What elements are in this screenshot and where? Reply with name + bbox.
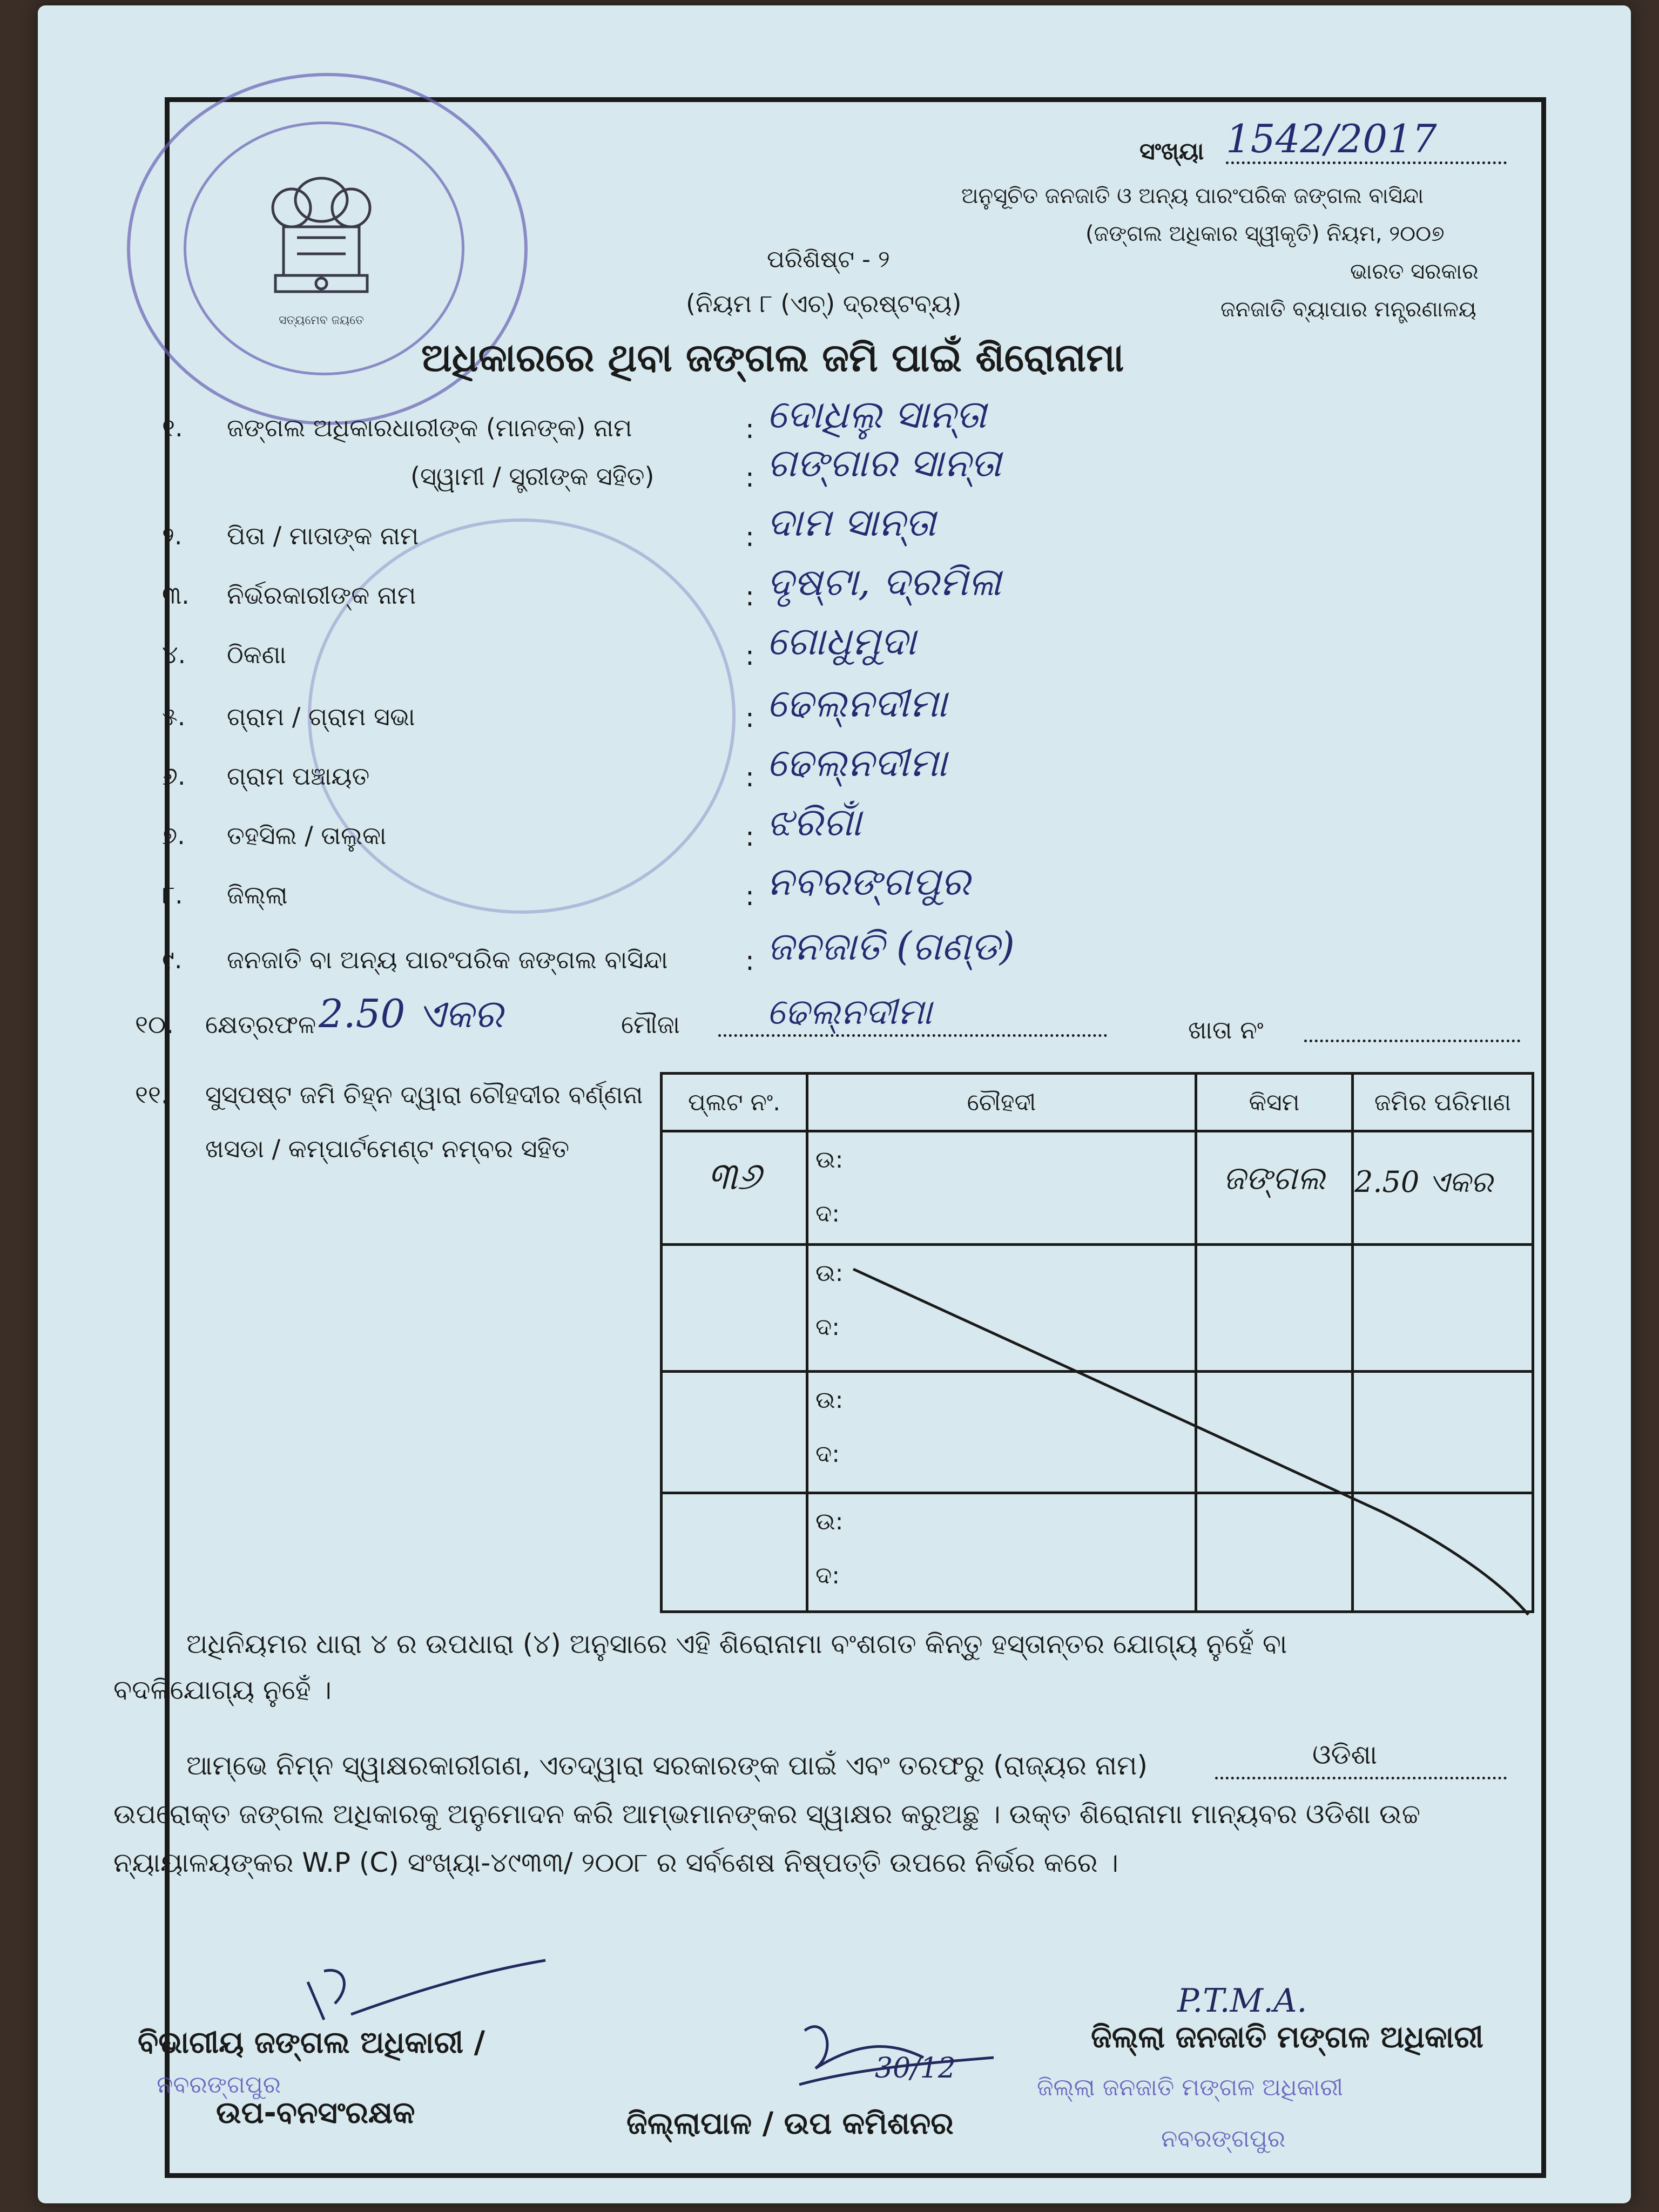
annexure: ପରିଶିଷ୍ଟ - ୨ <box>767 246 890 273</box>
plot-cell: ୩୬ <box>662 1131 807 1245</box>
right-sign: P.T.M.A. <box>1177 1982 1307 2020</box>
field-value: ଝରିଗାଁ <box>767 799 862 845</box>
field-value: ଗୋଧୁମୁଦା <box>767 618 916 664</box>
area-value: 2.50 ଏକର <box>319 991 503 1036</box>
center-date: 30/12 <box>875 2052 956 2085</box>
field-num: ୮. <box>162 880 183 909</box>
boundary-label-2: ଖସଡା / କମ୍ପାର୍ଟମେଣ୍ଟ ନମ୍ବର ସହିତ <box>205 1134 570 1163</box>
field-value: ଦାମ ସାନ୍ତା <box>767 500 936 545</box>
mouza-value: ଢେଲ୍ନଦୀମା <box>767 991 932 1033</box>
north-label: ଉ: <box>815 1508 844 1535</box>
field-num: ୧. <box>162 413 183 442</box>
south-label: ଦ: <box>815 1562 840 1589</box>
paragraph-2b: ଉପରୋକ୍ତ ଜଙ୍ଗଲ ଅଧିକାରକୁ ଅନୁମୋଦନ କରି ଆମ୍ଭମାନଙ୍କର ସ୍ୱାକ୍ଷର କରୁଅଛୁ । ଉକ୍ତ ଶିରୋନାମା ମାନ୍ୟବର ଓଡିଶା ଉଚ୍ଚ <box>113 1798 1420 1830</box>
left-signature <box>302 1955 551 2031</box>
left-signatory-line1: ବିଭାଗୀୟ ଜଙ୍ଗଲ ଅଧିକାରୀ / <box>138 2025 485 2060</box>
header-type: କିସମ <box>1196 1074 1353 1131</box>
south-label: ଦ: <box>815 1313 840 1341</box>
act-line2: (ଜଙ୍ଗଲ ଅଧିକାର ସ୍ୱୀକୃତି) ନିୟମ, ୨୦୦୭ <box>1085 221 1445 246</box>
field-num: ୫. <box>162 702 186 731</box>
left-signatory-line2: ଉପ-ବନସଂରକ୍ଷକ <box>216 2095 415 2130</box>
paragraph-2c: ନ୍ୟାୟାଳୟଙ୍କର W.P (C) ସଂଖ୍ୟା-୪୯୩୩/ ୨୦୦୮ ର ସର୍ବଶେଷ ନିଷ୍ପତ୍ତି ଉପରେ ନିର୍ଭର କରେ । <box>113 1847 1119 1878</box>
field-label: ନିର୍ଭରକାରୀଙ୍କ ନାମ <box>227 581 416 610</box>
south-label: ଦ: <box>815 1200 840 1228</box>
boundary-cell <box>807 1131 1196 1245</box>
boundary-label-1: ସୁସ୍ପଷ୍ଟ ଜମି ଚିହ୍ନ ଦ୍ୱାରା ଚୌହଦୀର ବର୍ଣ୍ଣନା <box>205 1080 643 1109</box>
field-label: ଠିକଣା <box>227 640 286 669</box>
number-label: ସଂଖ୍ୟା <box>1139 138 1204 165</box>
header-boundary: ଚୌହଦୀ <box>807 1074 1196 1131</box>
field-colon: : <box>745 521 754 552</box>
number-value: 1542/2017 <box>1226 116 1507 164</box>
khata-dots <box>1304 1029 1520 1042</box>
field-label: ଜନଜାତି ବା ଅନ୍ୟ ପାରଂପରିକ ଜଙ୍ଗଲ ବାସିନ୍ଦା <box>227 945 668 974</box>
emblem-icon <box>254 162 389 340</box>
act-line1: ଅନୁସୂଚିତ ଜନଜାତି ଓ ଅନ୍ୟ ପାରଂପରିକ ଜଙ୍ଗଲ ବାସିନ୍ଦା <box>961 184 1424 208</box>
field-colon: : <box>745 702 754 733</box>
left-stamp: ନବରଙ୍ଗପୁର <box>157 2071 281 2099</box>
right-stamp-line2: ନବରଙ୍ଗପୁର <box>1161 2125 1286 2153</box>
header-extent: ଜମିର ପରିମାଣ <box>1353 1074 1533 1131</box>
act-line4: ଜନଜାତି ବ୍ୟାପାର ମନ୍ତ୍ରଣାଳୟ <box>1220 297 1476 322</box>
north-label: ଉ: <box>815 1386 844 1414</box>
center-signatory: ଜିଲ୍ଲାପାଳ / ଉପ କମିଶନର <box>626 2106 954 2141</box>
field-label: ତହସିଲ / ତାଲୁକା <box>227 821 387 850</box>
field-value: ଢେଲ୍ନଦୀମା <box>767 680 947 726</box>
mouza-label: ମୌଜା <box>621 1010 680 1039</box>
khata-label: ଖାତା ନଂ <box>1188 1015 1264 1044</box>
plot-cell <box>662 1493 807 1612</box>
field-colon: : <box>745 640 754 671</box>
field-num: ୭. <box>162 821 185 850</box>
field-num: ୪. <box>162 640 186 669</box>
paragraph-2a: ଆମ୍ଭେ ନିମ୍ନ ସ୍ୱାକ୍ଷରକାରୀଗଣ, ଏତଦ୍ୱାରା ସରକାରଙ୍କ ପାଇଁ ଏବଂ ତରଫରୁ (ରାଜ୍ୟର ନାମ) <box>186 1750 1148 1781</box>
field-label: ଗ୍ରାମ / ଗ୍ରାମ ସଭା <box>227 702 415 731</box>
field-colon: : <box>745 462 754 493</box>
field-colon: : <box>745 945 754 976</box>
field-num: ୨. <box>162 521 183 550</box>
area-label: କ୍ଷେତ୍ରଫଳ <box>205 1010 316 1039</box>
field-value: ନବରଙ୍ଗପୁର <box>767 859 970 904</box>
page-title: ଅଧିକାରରେ ଥିବା ଜଙ୍ଗଲ ଜମି ପାଇଁ ଶିରୋନାମା <box>421 335 1124 380</box>
field-value: ଜନଜାତି (ଗଣ୍ଡ) <box>767 923 1015 969</box>
field-label: ଜଙ୍ଗଲ ଅଧିକାରଧାରୀଙ୍କ (ମାନଙ୍କ) ନାମ <box>227 413 632 442</box>
field-label: ଗ୍ରାମ ପଞ୍ଚାୟତ <box>227 761 370 791</box>
table-row <box>662 1131 1533 1245</box>
extent-cell: 2.50 ଏକର <box>1353 1131 1533 1245</box>
field-value: ଗଙ୍ଗାର ସାନ୍ତା <box>767 440 1002 485</box>
field-label: ପିତା / ମାତାଙ୍କ ନାମ <box>227 521 419 550</box>
boundary-num: ୧୧. <box>135 1080 169 1109</box>
north-label: ଉ: <box>815 1259 844 1287</box>
field-value: ଦୋଧିଲୁ ସାନ୍ତା <box>767 392 987 437</box>
field-colon: : <box>745 880 754 912</box>
right-stamp-line1: ଜିଲ୍ଲା ଜନଜାତି ମଙ୍ଗଳ ଅଧିକାରୀ <box>1037 2074 1344 2101</box>
north-label: ଉ: <box>815 1146 844 1174</box>
header-plot: ପ୍ଲଟ ନଂ. <box>662 1074 807 1131</box>
area-num: ୧୦. <box>135 1010 174 1039</box>
field-colon: : <box>745 761 754 793</box>
type-cell: ଜଙ୍ଗଲ <box>1196 1131 1353 1245</box>
field-label: (ସ୍ୱାମୀ / ସ୍ତ୍ରୀଙ୍କ ସହିତ) <box>410 462 655 491</box>
plot-cell <box>662 1372 807 1493</box>
paragraph-1b: ବଦଳିଯୋଗ୍ୟ ନୁହେଁ । <box>113 1674 332 1705</box>
right-signatory: ଜିଲ୍ଲା ଜନଜାତି ମଙ୍ଗଳ ଅଧିକାରୀ <box>1091 2020 1483 2055</box>
field-value: ଦୃଷ୍ଟା, ଦ୍ରମିଳା <box>767 559 1001 604</box>
table-header-row <box>662 1074 1533 1131</box>
south-label: ଦ: <box>815 1440 840 1468</box>
paragraph-1: ଅଧିନିୟମର ଧାରା ୪ ର ଉପଧାରା (୪) ଅନୁସାରେ ଏହି ଶିରୋନାମା ବଂଶଗତ କିନ୍ତୁ ହସ୍ତାନ୍ତର ଯୋଗ୍ୟ ନୁହେଁ ବା <box>186 1628 1287 1660</box>
field-num: ୯. <box>162 945 183 974</box>
act-line3: ଭାରତ ସରକାର <box>1350 259 1479 284</box>
field-label: ଜିଲ୍ଲା <box>227 880 288 909</box>
field-value: ଢେଲ୍ନଦୀମା <box>767 740 947 785</box>
svg-text:ସତ୍ୟମେବ ଜୟତେ: ସତ୍ୟମେବ ଜୟତେ <box>279 314 364 327</box>
field-num: ୩. <box>162 581 190 610</box>
field-colon: : <box>745 581 754 612</box>
plot-cell <box>662 1245 807 1372</box>
strike-line <box>842 1258 1534 1626</box>
field-colon: : <box>745 821 754 852</box>
field-colon: : <box>745 413 754 444</box>
field-num: ୬. <box>162 761 186 791</box>
rule-reference: (ନିୟମ ୮ (ଏଚ୍) ଦ୍ରଷ୍ଟବ୍ୟ) <box>686 289 962 318</box>
state-name: ଓଡିଶା <box>1312 1739 1378 1770</box>
